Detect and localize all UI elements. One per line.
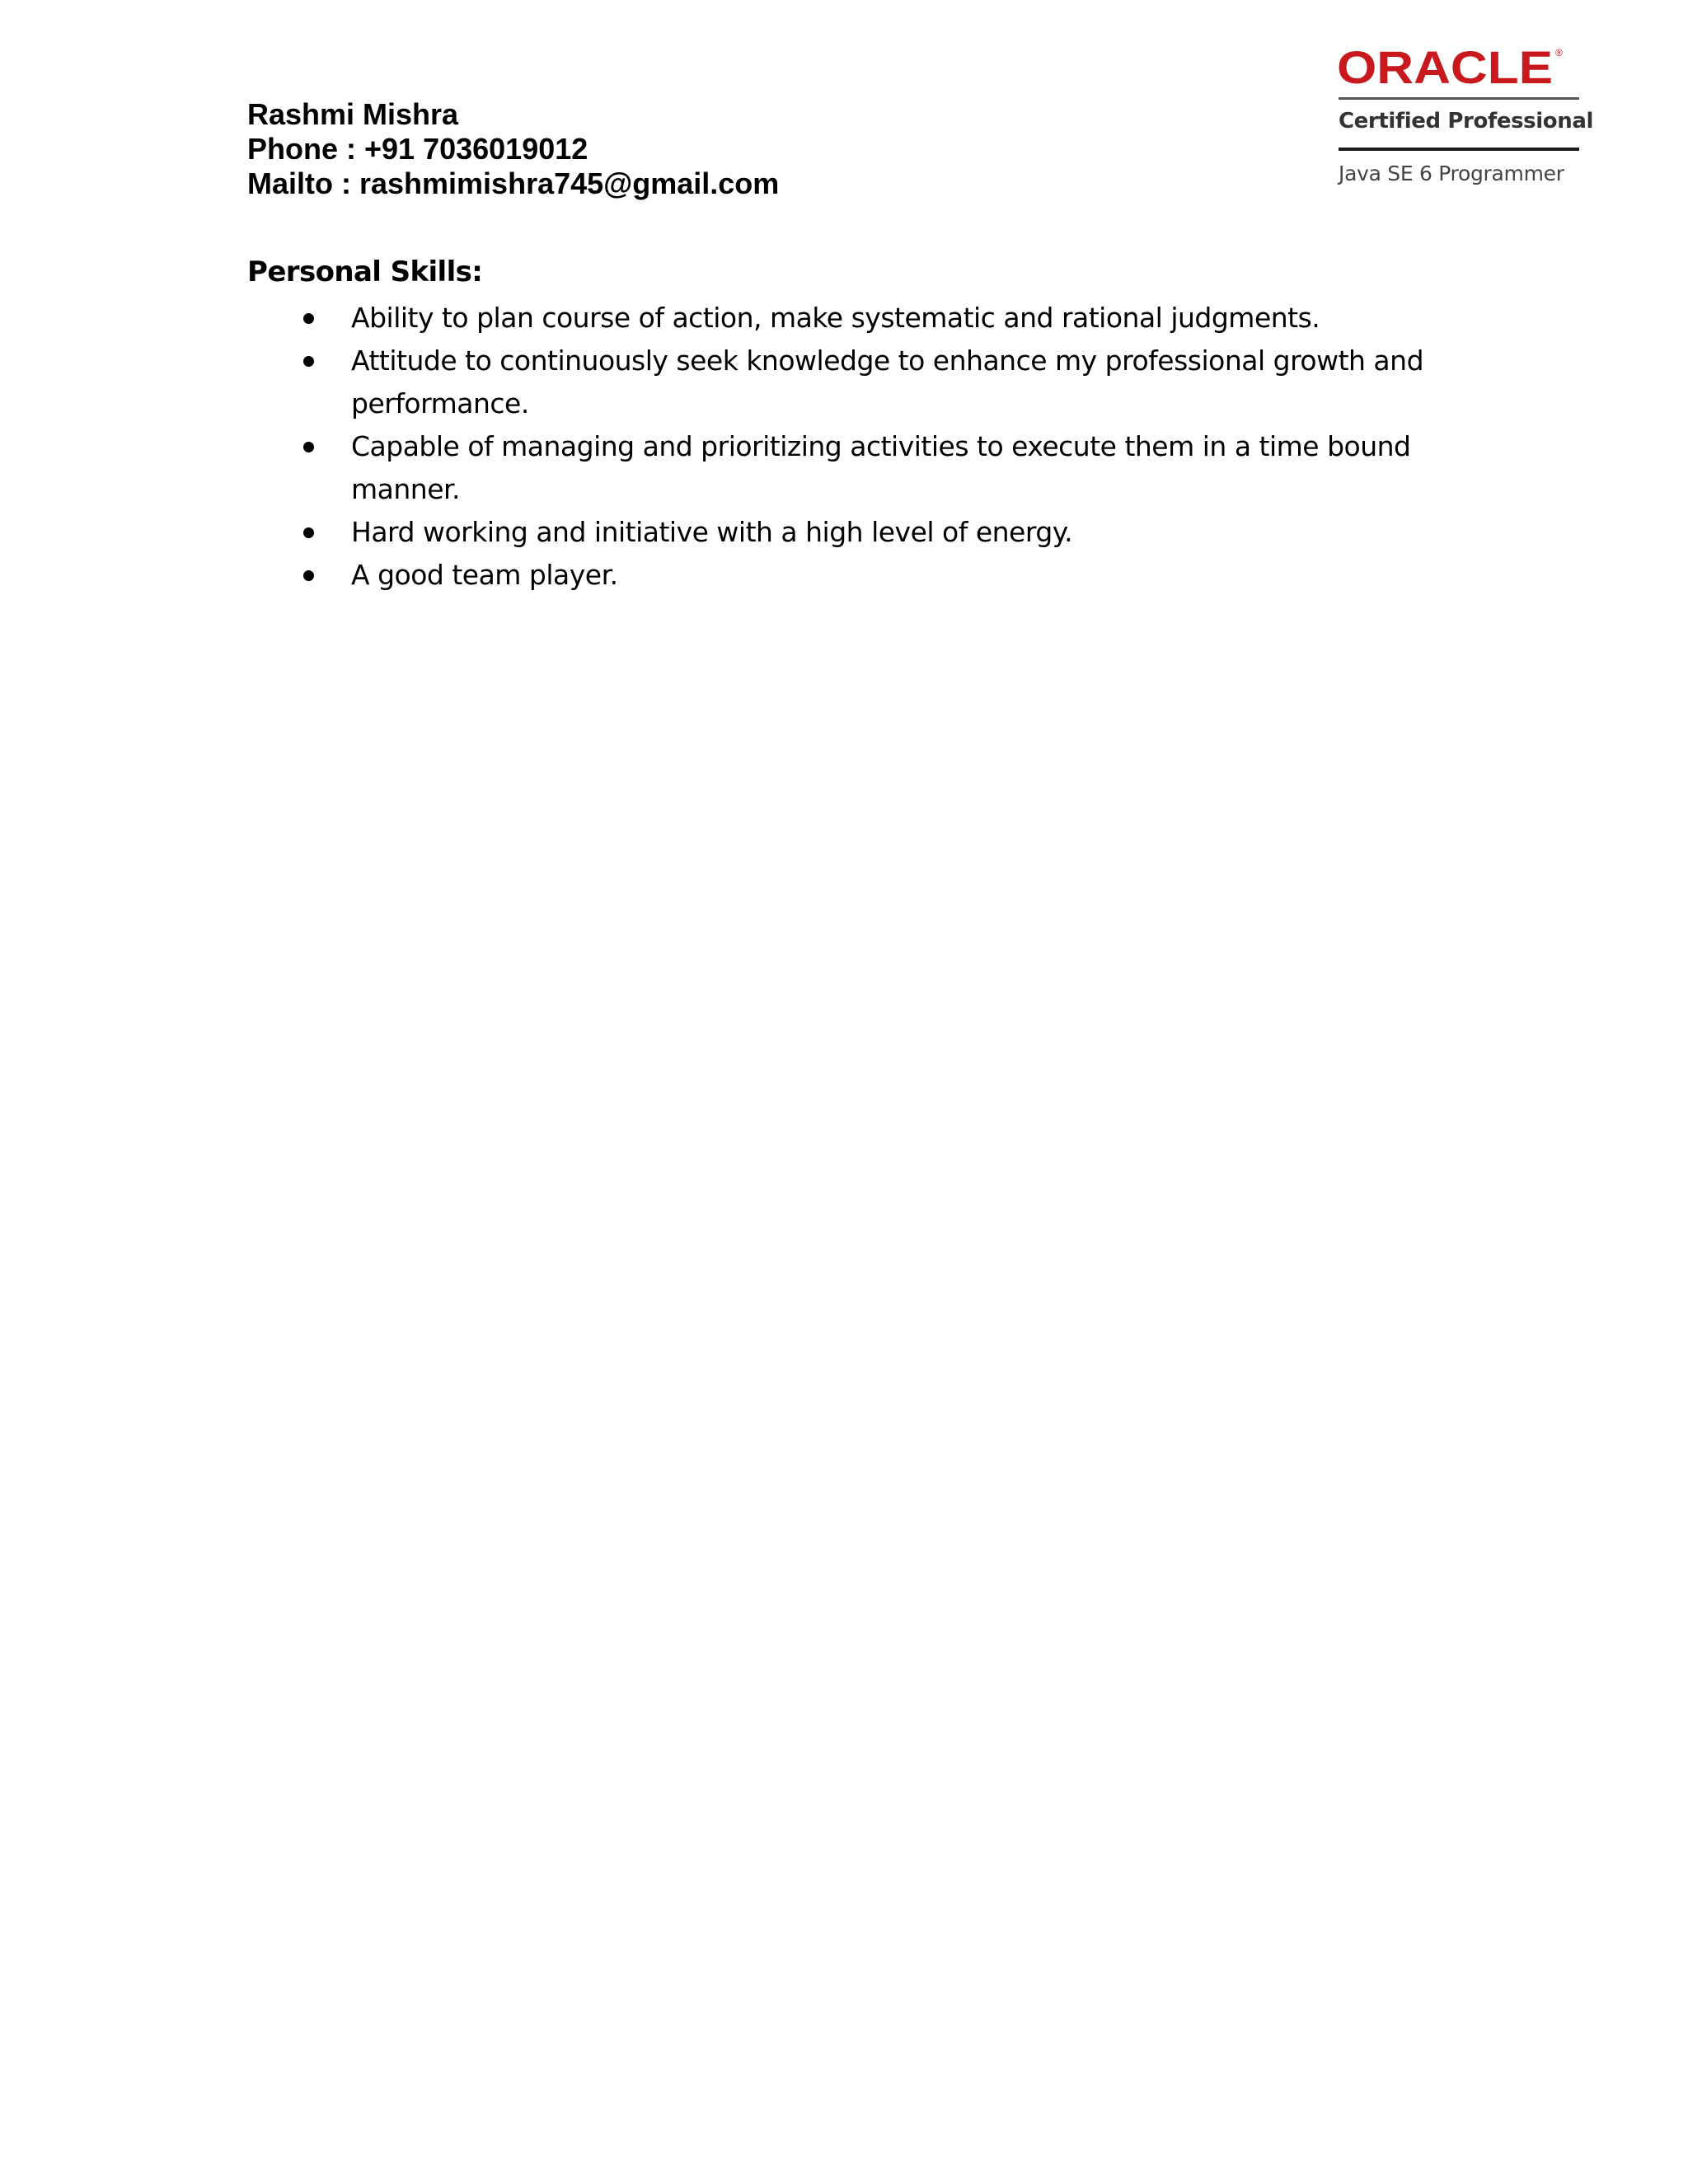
badge-exam-name: Java SE 6 Programmer xyxy=(1339,162,1564,185)
bullet-icon xyxy=(303,356,314,367)
list-item-text: Attitude to continuously seek knowledge to enhance my professional growth and performance. xyxy=(351,344,1424,419)
badge-divider-top xyxy=(1339,97,1579,100)
list-item xyxy=(247,511,1489,554)
bullet-icon xyxy=(303,442,314,452)
oracle-logo-icon xyxy=(1337,43,1581,89)
contact-block xyxy=(247,97,779,201)
list-item xyxy=(247,425,1489,511)
svg-text:®: ® xyxy=(1555,47,1563,59)
candidate-name: Rashmi Mishra xyxy=(247,97,459,131)
skills-list xyxy=(247,297,1424,597)
list-item xyxy=(247,554,1489,597)
svg-text:ORACLE: ORACLE xyxy=(1337,43,1553,89)
email-line: Mailto : rashmimishra745@gmail.com xyxy=(247,166,780,200)
phone-line: Phone : +91 7036019012 xyxy=(247,132,588,166)
badge-certification-title: Certified Professional xyxy=(1339,109,1593,134)
list-item xyxy=(247,297,1489,340)
bullet-icon xyxy=(303,313,314,324)
section-heading: Personal Skills: xyxy=(247,255,483,288)
bullet-icon xyxy=(303,570,314,581)
list-item-text: Capable of managing and prioritizing activities to execute them in a time bound manner. xyxy=(351,430,1411,505)
bullet-icon xyxy=(303,527,314,538)
list-item-text: A good team player. xyxy=(351,559,618,591)
list-item-text: Ability to plan course of action, make systematic and rational judgments. xyxy=(351,302,1320,334)
list-item xyxy=(247,340,1489,425)
personal-skills-section xyxy=(247,247,1424,597)
list-item-text: Hard working and initiative with a high level of energy. xyxy=(351,516,1073,548)
badge-divider-bottom xyxy=(1339,148,1579,151)
oracle-certification-badge xyxy=(1337,43,1593,199)
